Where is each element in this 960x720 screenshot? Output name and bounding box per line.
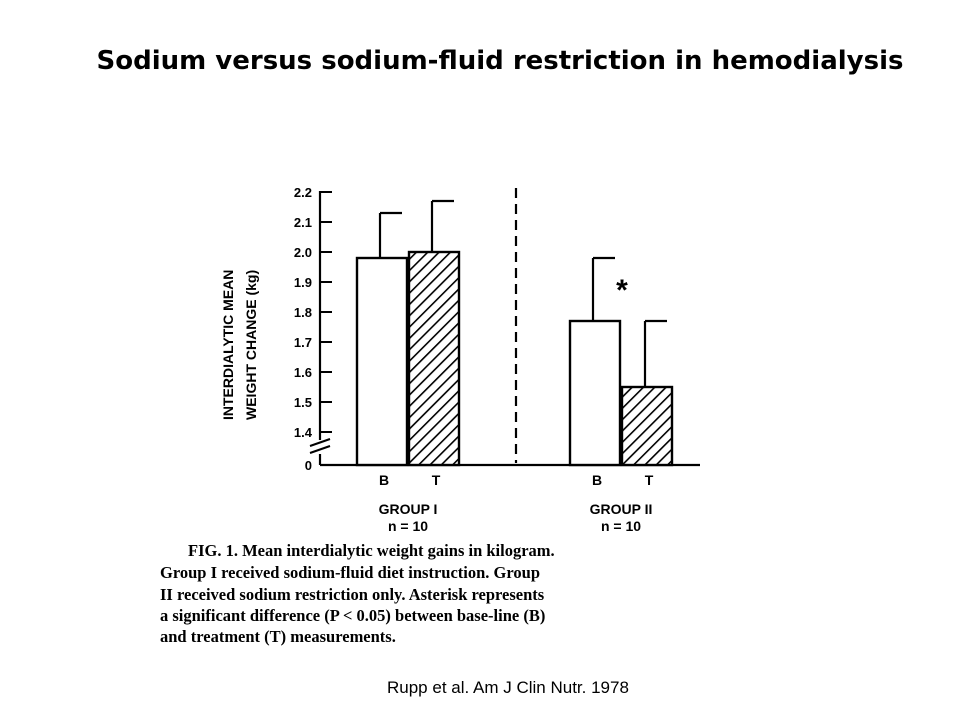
- caption-line-4: a significant difference (P < 0.05) between base-line (B): [160, 606, 546, 625]
- caption-line-1: FIG. 1. Mean interdialytic weight gains in kilogram.: [188, 541, 555, 560]
- x-category-label: B: [591, 472, 603, 488]
- figure-caption: [160, 541, 555, 646]
- y-tick-label: 1.4: [293, 425, 312, 440]
- group-label-line-1: GROUP I: [378, 501, 438, 517]
- axis-break-mark: [310, 439, 330, 446]
- y-tick-label: 1.5: [293, 395, 312, 410]
- y-tick-label: 2.0: [293, 245, 312, 260]
- slide-title: Sodium versus sodium-fluid restriction in hemodialysis: [96, 46, 904, 76]
- y-tick-label: 2.1: [293, 215, 312, 230]
- y-axis-label-line-1: INTERDIALYTIC MEAN: [220, 269, 236, 420]
- x-category-label: T: [644, 472, 654, 488]
- bar-1-t: [409, 252, 459, 465]
- y-tick-label: 1.6: [293, 365, 312, 380]
- bar-1-b: [357, 258, 407, 465]
- caption-line-5: and treatment (T) measurements.: [160, 627, 396, 646]
- axis-break-mark: [310, 446, 330, 453]
- caption-line-2: Group I received sodium-fluid diet instruction. Group: [160, 563, 540, 582]
- bar-2-b: [570, 321, 620, 465]
- y-tick-label: 0: [304, 458, 312, 473]
- group-label-line-2: n = 10: [387, 518, 429, 534]
- y-tick-label: 2.2: [293, 185, 312, 200]
- y-tick-label: 1.9: [293, 275, 312, 290]
- y-axis-label-line-2: WEIGHT CHANGE (kg): [243, 269, 259, 420]
- caption-line-3: II received sodium restriction only. Asterisk represents: [160, 585, 545, 604]
- x-category-label: B: [378, 472, 390, 488]
- bar-2-t: [622, 387, 672, 465]
- citation: Rupp et al. Am J Clin Nutr. 1978: [387, 678, 629, 697]
- x-category-label: T: [431, 472, 441, 488]
- y-tick-label: 1.8: [293, 305, 312, 320]
- significance-asterisk: *: [616, 274, 628, 307]
- y-tick-label: 1.7: [293, 335, 312, 350]
- group-label-line-1: GROUP II: [589, 501, 653, 517]
- group-label-line-2: n = 10: [600, 518, 642, 534]
